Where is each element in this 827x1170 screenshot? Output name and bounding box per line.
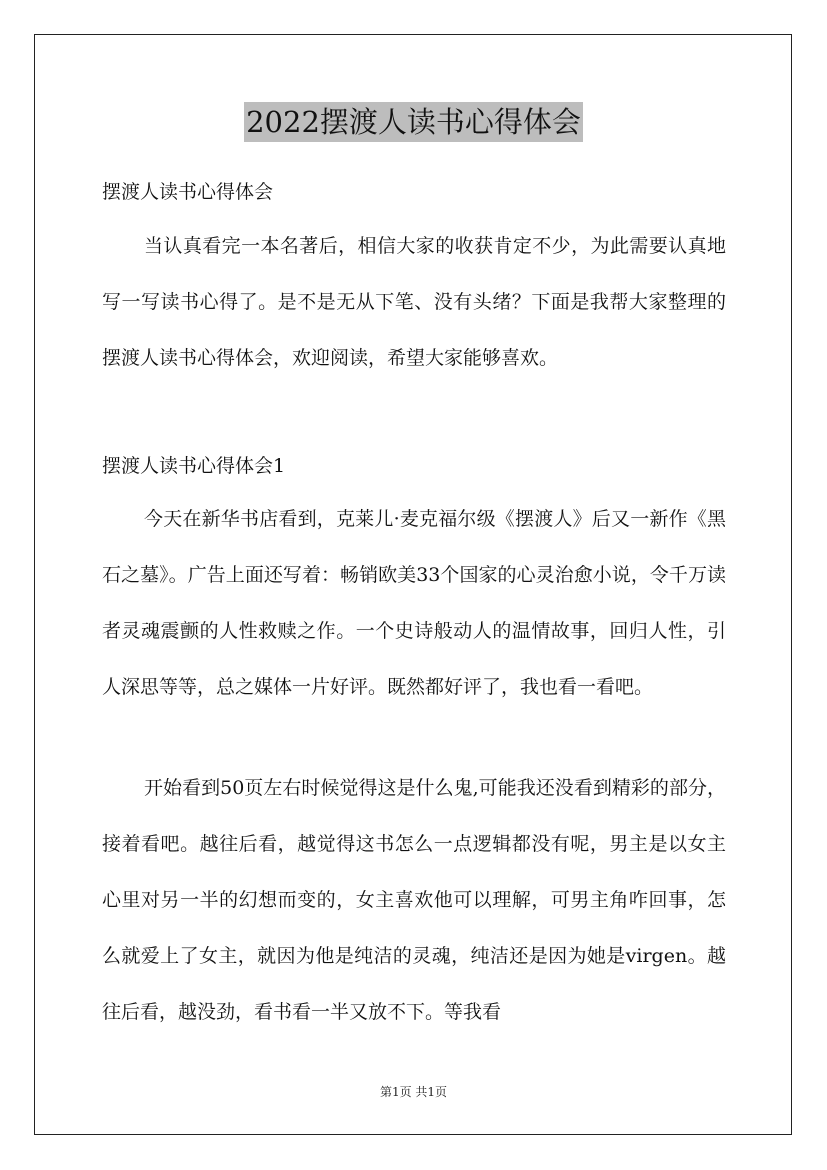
intro-paragraph: 当认真看完一本名著后，相信大家的收获肯定不少，为此需要认真地写一写读书心得了。是不是无从下笔、没有头绪？下面是我帮大家整理的摆渡人读书心得体会，欢迎阅读，希望大家能够喜欢。: [102, 235, 726, 369]
intro-heading: 摆渡人读书心得体会: [102, 181, 274, 203]
body-paragraph-1: 今天在新华书店看到，克莱儿·麦克福尔级《摆渡人》后又一新作《黑石之墓》。广告上面还写着：畅销欧美33个国家的心灵治愈小说，令千万读者灵魂震颤的人性救赎之作。一个史诗般动人的温情故事，回归人性，引人深思等等，总之媒体一片好评。既然都好评了，我也看一看吧。: [102, 508, 726, 698]
body-paragraph-2: 开始看到50页左右时候觉得这是什么鬼,可能我还没看到精彩的部分，接着看吧。越往后看，越觉得这书怎么一点逻辑都没有呢，男主是以女主心里对另一半的幻想而变的，女主喜欢他可以理解，可男主角咋回事，怎么就爱上了女主，就因为他是纯洁的灵魂，纯洁还是因为她是virgen。越往后看，越没劲，看书看一半又放不下。等我看: [102, 777, 726, 1023]
document-title: 2022摆渡人读书心得体会: [244, 102, 583, 142]
section-heading: 摆渡人读书心得体会1: [102, 455, 286, 477]
title-container: [0, 102, 827, 142]
page-footer: 第1页 共1页: [379, 1085, 448, 1099]
